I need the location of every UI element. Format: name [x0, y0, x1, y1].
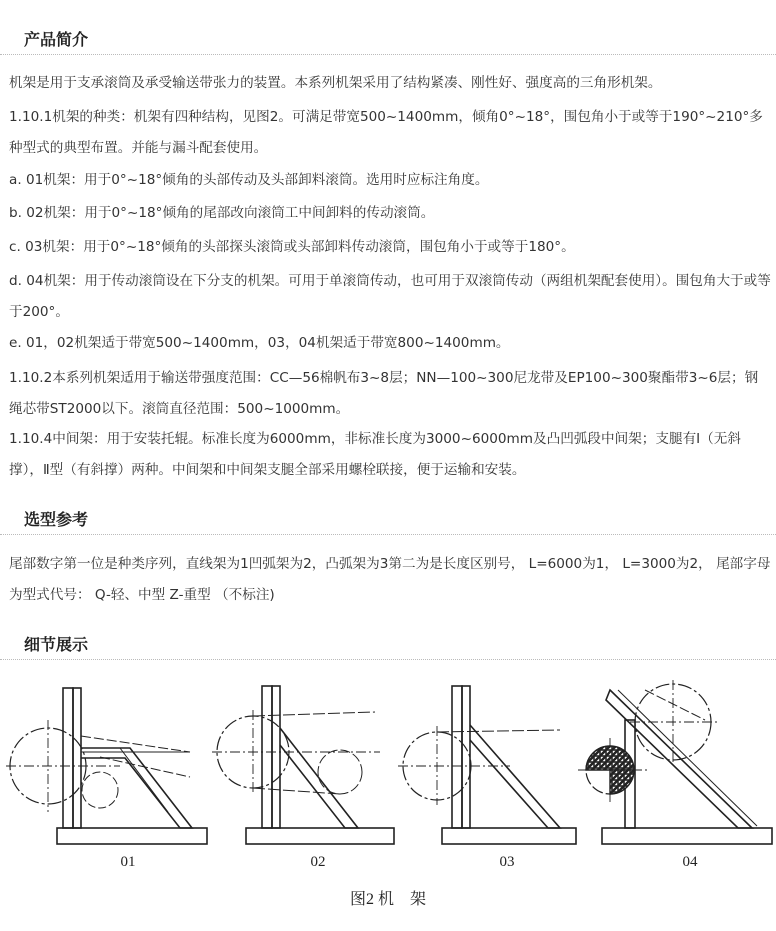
- intro-paragraph-2: 1.10.1机架的种类：机架有四种结构，见图2。可满足带宽500~1400mm，倾角0°~18°，围包角小于或等于190°~210°多种型式的典型布置。并能与漏斗配套使用。: [9, 109, 763, 156]
- frame-figure: [0, 676, 776, 926]
- intro-paragraph-c: c. 03机架：用于0°~18°倾角的头部探头滚筒或头部卸料传动滚筒，围包角小于或等于180°。: [9, 239, 575, 255]
- frame-label-03: 03: [499, 854, 515, 870]
- selection-paragraph: 尾部数字第一位是种类序列，直线架为1凹弧架为2，凸弧架为3第二为是长度区别号， L=6000为1， L=3000为2， 尾部字母为型式代号： Q-轻、中型 Z-重型 （不标注): [9, 556, 771, 603]
- section-title-intro: 产品简介: [24, 30, 89, 49]
- section-header-selection: [0, 507, 776, 531]
- intro-paragraph-a: a. 01机架：用于0°~18°倾角的头部传动及头部卸料滚筒。选用时应标注角度。: [9, 172, 489, 188]
- frame-01-drawing: [6, 688, 207, 844]
- intro-paragraph-1-10-4: 1.10.4中间架：用于安装托辊。标准长度为6000mm，非标准长度为3000~6000mm及凸凹弧段中间架；支腿有Ⅰ（无斜撑），Ⅱ型（有斜撑）两种。中间架和中间架支腿全部采用螺栓联接，便于运输和安装。: [9, 431, 741, 478]
- frame-03-drawing: [398, 686, 576, 844]
- intro-paragraph-e: e. 01，02机架适于带宽500~1400mm，03，04机架适于带宽800~1400mm。: [9, 335, 510, 351]
- section-title-selection: 选型参考: [24, 510, 89, 529]
- section-header-detail: [0, 632, 776, 656]
- frame-label-01: 01: [120, 854, 136, 870]
- frame-04-drawing: [578, 680, 772, 844]
- divider: [0, 54, 776, 55]
- divider: [0, 534, 776, 535]
- frame-label-02: 02: [310, 854, 326, 870]
- intro-paragraph-b: b. 02机架：用于0°~18°倾角的尾部改向滚筒工中间卸料的传动滚筒。: [9, 205, 435, 221]
- intro-paragraph-1-10-2: 1.10.2本系列机架适用于输送带强度范围：CC—56棉帆布3~8层；NN—100~300尼龙带及EP100~300聚酯带3~6层；钢绳芯带ST2000以下。滚筒直径范围：500~1000mm。: [9, 370, 759, 417]
- section-title-detail: 细节展示: [24, 635, 89, 654]
- intro-paragraph-1: 机架是用于支承滚筒及承受输送带张力的装置。本系列机架采用了结构紧凑、刚性好、强度高的三角形机架。: [9, 75, 662, 91]
- divider: [0, 659, 776, 660]
- frame-label-04: 04: [682, 854, 698, 870]
- intro-paragraph-d: d. 04机架：用于传动滚筒设在下分支的机架。可用于单滚筒传动，也可用于双滚筒传动（两组机架配套使用）。围包角大于或等于200°。: [9, 273, 771, 320]
- frame-02-drawing: [212, 686, 394, 844]
- figure-caption: 图2 机 架: [349, 891, 427, 908]
- section-header-intro: [0, 27, 776, 51]
